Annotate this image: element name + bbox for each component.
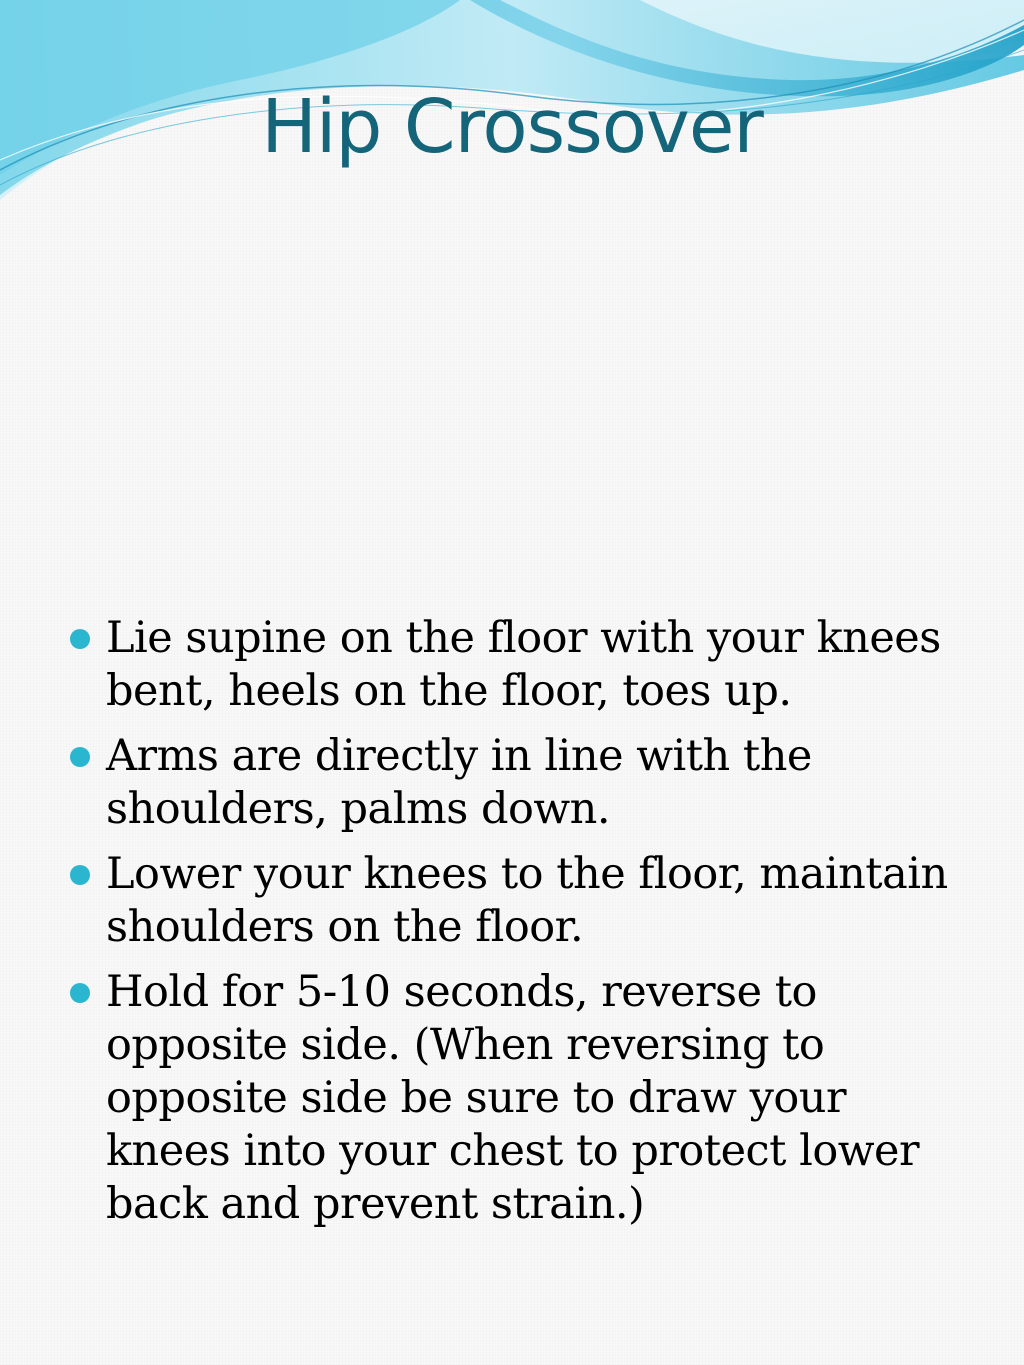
bullet-dot-icon (70, 983, 90, 1003)
bullet-text: Lower your knees to the floor, maintain shoulders on the floor. (106, 849, 948, 952)
list-item (68, 730, 973, 836)
list-item (68, 966, 973, 1231)
bullet-dot-icon (70, 865, 90, 885)
bullet-text: Arms are directly in line with the shoulders, palms down. (106, 731, 812, 834)
bullet-list (68, 612, 973, 1243)
slide-title: Hip Crossover (261, 84, 763, 170)
bullet-dot-icon (70, 747, 90, 767)
list-item (68, 848, 973, 954)
bullet-text: Lie supine on the floor with your knees bent, heels on the floor, toes up. (106, 613, 941, 716)
list-item (68, 612, 973, 718)
bullet-dot-icon (70, 629, 90, 649)
bullet-text: Hold for 5-10 seconds, reverse to opposite side. (When reversing to opposite side be sure to draw your knees into your chest to protect lower back and prevent strain.) (106, 967, 920, 1229)
